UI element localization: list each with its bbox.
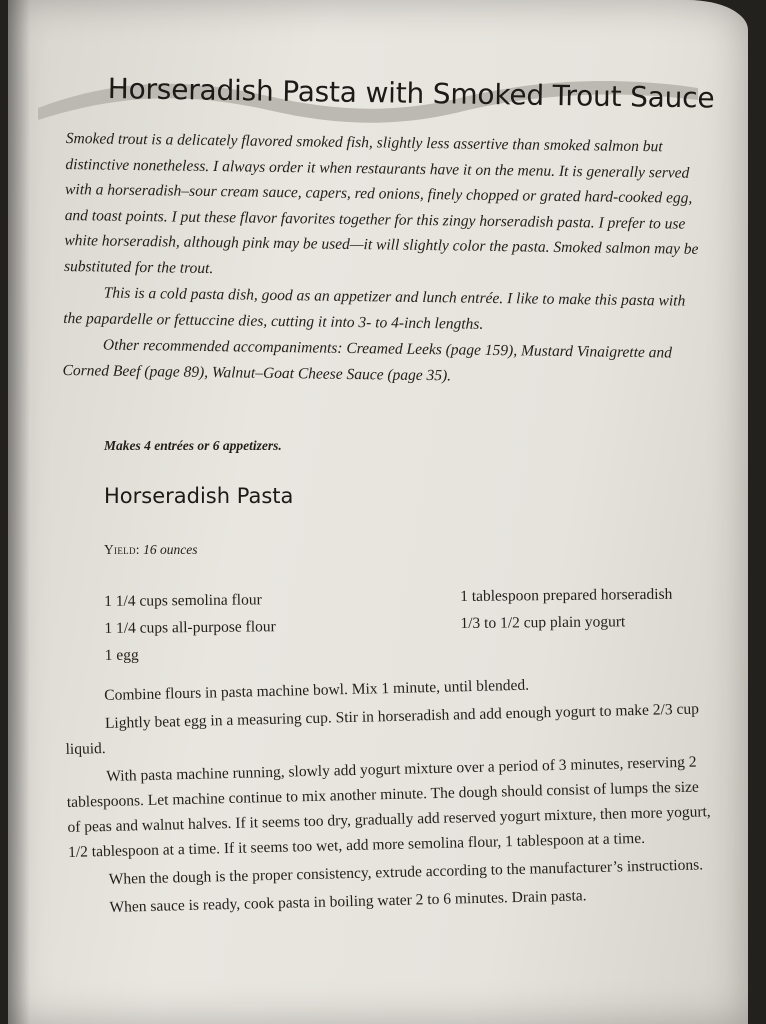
ingredients-right-column: [460, 581, 673, 637]
yield-label: Yield:: [104, 542, 140, 557]
section-title: Horseradish Pasta: [104, 484, 294, 508]
recipe-method: [64, 668, 718, 924]
ingredient-item: 1 tablespoon prepared horseradish: [460, 585, 673, 605]
servings-note: Makes 4 entrées or 6 appetizers.: [104, 438, 282, 453]
intro-paragraph: Other recommended accompaniments: Creamed Leeks (page 159), Mustard Vinaigrette and Corned Beef (page 89), Walnut–Goat Cheese Sauce (page 35).: [62, 336, 673, 384]
intro-paragraph: This is a cold pasta dish, good as an appetizer and lunch entrée. I like to make this pasta with the papardelle or fettuccine dies, cutting it into 3- to 4-inch lengths.: [63, 284, 686, 333]
method-step: When sauce is ready, cook pasta in boiling water 2 to 6 minutes. Drain pasta.: [109, 887, 587, 916]
method-step: With pasta machine running, slowly add yogurt mixture over a period of 3 minutes, reserving 2 tablespoons. Let machine continue to mix another minute. The dough should consist of lumps the size of peas and walnut halves. If it seems too dry, gradually add reserved yogurt mixture, then more yogurt, 1/2 tablespoon at a time. If it seems too wet, add more semolina flour, 1 tablespoon at a time.: [66, 753, 711, 861]
ingredients-left-column: [104, 586, 276, 669]
recipe-title: Horseradish Pasta with Smoked Trout Sauce: [107, 72, 715, 115]
book-page: [8, 0, 748, 1024]
page-gutter-shadow: [8, 0, 30, 1024]
method-step: When the dough is the proper consistency, extrude according to the manufacturer’s instructions.: [108, 856, 704, 888]
method-step: Lightly beat egg in a measuring cup. Stir in horseradish and add enough yogurt to make 2/3 cup liquid.: [65, 700, 700, 758]
intro-paragraph: Smoked trout is a delicately flavored smoked fish, slightly less assertive than smoked salmon but distinctive nonetheless. I always order it when restaurants have it on the menu. It is generally served with a horseradish–sour cream sauce, capers, red onions, finely chopped or grated hard-cooked egg, and toast points. I put these flavor favorites together for this zingy horseradish pasta. I prefer to use white horseradish, although pink may be used—it will slightly color the pasta. Smoked salmon may be substituted for the trout.: [63, 129, 699, 277]
ingredient-item: 1 egg: [104, 646, 139, 664]
yield-value: 16 ounces: [143, 542, 198, 557]
ingredient-item: 1 1/4 cups all-purpose flour: [104, 618, 276, 637]
recipe-introduction: [62, 126, 706, 392]
ingredient-item: 1/3 to 1/2 cup plain yogurt: [460, 613, 626, 632]
ingredient-item: 1 1/4 cups semolina flour: [104, 591, 262, 610]
yield-line: [104, 542, 198, 558]
method-step: Combine flours in pasta machine bowl. Mix 1 minute, until blended.: [104, 676, 530, 705]
